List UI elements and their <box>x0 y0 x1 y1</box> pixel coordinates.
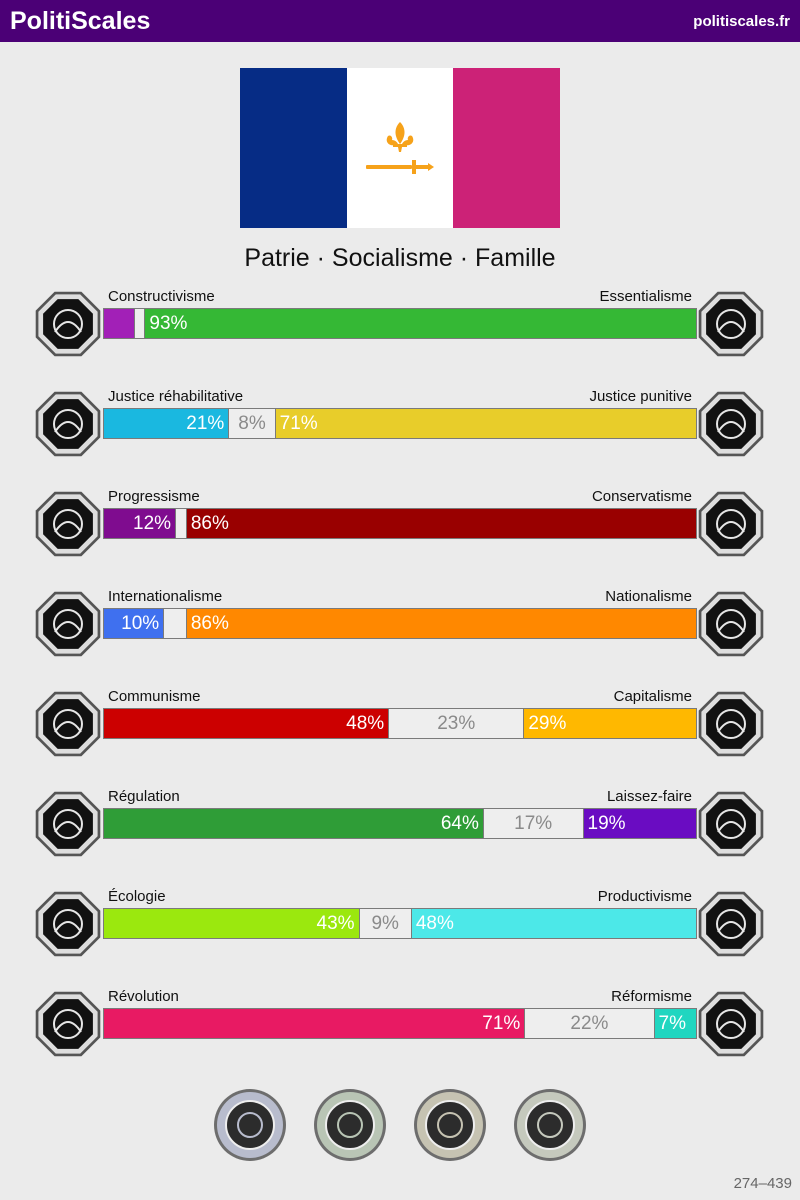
axis-bar <box>103 308 697 339</box>
axis-right-segment: 48% <box>412 909 696 938</box>
axis-right-segment: 71% <box>276 409 696 438</box>
result-flag <box>240 68 560 228</box>
axis-neutral-segment: 8% <box>228 409 275 438</box>
axis-bar <box>103 408 697 439</box>
axis-right-label: Réformisme <box>611 988 692 1005</box>
axis-row <box>0 288 800 368</box>
axis-left-label: Constructivisme <box>108 288 215 305</box>
axis-bar <box>103 1008 697 1039</box>
axis-right-label: Conservatisme <box>591 488 692 505</box>
axis-neutral-segment: 22% <box>524 1009 654 1038</box>
sprout-icon <box>33 888 103 960</box>
seal-eye-pyramid-icon[interactable] <box>313 1088 387 1162</box>
flag-stripe-right <box>453 68 560 228</box>
axis-bar <box>103 708 697 739</box>
flag-emblem <box>360 118 440 188</box>
axis-left-label: Révolution <box>108 988 179 1005</box>
axis-neutral-segment: 17% <box>483 809 584 838</box>
eye-icon <box>33 288 103 360</box>
axis-right-label: Justice punitive <box>589 388 692 405</box>
seal-mission-icon[interactable] <box>413 1088 487 1162</box>
axis-right-segment: 86% <box>187 509 696 538</box>
bridge-icon <box>696 988 766 1060</box>
axis-left-label: Communisme <box>108 688 201 705</box>
fleur-de-lis-icon <box>387 122 414 152</box>
axis-left-segment <box>104 309 134 338</box>
site-url[interactable]: politiscales.fr <box>693 13 790 30</box>
money-bag-icon <box>696 688 766 760</box>
gear-icon <box>696 888 766 960</box>
app-header <box>0 0 800 42</box>
axis-row <box>0 588 800 668</box>
axis-left-segment: 12% <box>104 509 175 538</box>
axis-row <box>0 888 800 968</box>
axis-row <box>0 788 800 868</box>
axis-right-label: Capitalisme <box>613 688 692 705</box>
axis-left-segment: 71% <box>104 1009 524 1038</box>
hammer-sickle-icon <box>33 688 103 760</box>
badge-row <box>0 1088 800 1162</box>
quill-icon <box>696 488 766 560</box>
axis-bar <box>103 808 697 839</box>
axis-neutral-segment <box>134 309 146 338</box>
axis-right-segment: 29% <box>524 709 696 738</box>
axis-right-label: Nationalisme <box>605 588 692 605</box>
brand-title[interactable]: PolitiScales <box>10 7 151 35</box>
axis-neutral-segment <box>175 509 187 538</box>
axis-right-label: Productivisme <box>597 888 692 905</box>
axis-right-segment: 86% <box>187 609 696 638</box>
axis-left-label: Justice réhabilitative <box>108 388 244 405</box>
ideology-motto: Patrie · Socialisme · Famille <box>244 244 556 272</box>
axis-left-label: Écologie <box>108 888 166 905</box>
axis-row <box>0 988 800 1068</box>
axis-left-segment: 64% <box>104 809 483 838</box>
ruler-compass-icon <box>33 788 103 860</box>
butterfly-icon <box>696 788 766 860</box>
axis-left-label: Progressisme <box>108 488 200 505</box>
axis-left-segment: 48% <box>104 709 388 738</box>
axis-bar <box>103 908 697 939</box>
axis-right-segment: 19% <box>584 809 696 838</box>
comet-icon <box>33 488 103 560</box>
prison-bars-icon <box>696 388 766 460</box>
fist-icon <box>33 988 103 1060</box>
globe-icon <box>33 588 103 660</box>
axis-right-label: Laissez-faire <box>606 788 692 805</box>
axis-right-segment: 7% <box>655 1009 696 1038</box>
axis-left-label: Régulation <box>108 788 180 805</box>
axis-left-segment: 10% <box>104 609 163 638</box>
axis-row <box>0 688 800 768</box>
axis-bar <box>103 508 697 539</box>
result-ids: 274–439 <box>733 1175 792 1192</box>
axis-right-segment: 93% <box>145 309 696 338</box>
axis-neutral-segment: 9% <box>359 909 412 938</box>
handshake-icon <box>33 388 103 460</box>
axis-row <box>0 388 800 468</box>
flower-icon <box>696 288 766 360</box>
flag-stripe-left <box>240 68 347 228</box>
axis-right-label: Essentialisme <box>599 288 692 305</box>
seal-crown-icon[interactable] <box>513 1088 587 1162</box>
axis-row <box>0 488 800 568</box>
sword-icon <box>366 160 434 174</box>
axis-left-segment: 21% <box>104 409 228 438</box>
seal-hedgehog-icon[interactable] <box>213 1088 287 1162</box>
axis-neutral-segment <box>163 609 187 638</box>
axis-neutral-segment: 23% <box>388 709 524 738</box>
axis-left-label: Internationalisme <box>108 588 223 605</box>
axis-left-segment: 43% <box>104 909 359 938</box>
flag-icon <box>696 588 766 660</box>
axis-bar <box>103 608 697 639</box>
